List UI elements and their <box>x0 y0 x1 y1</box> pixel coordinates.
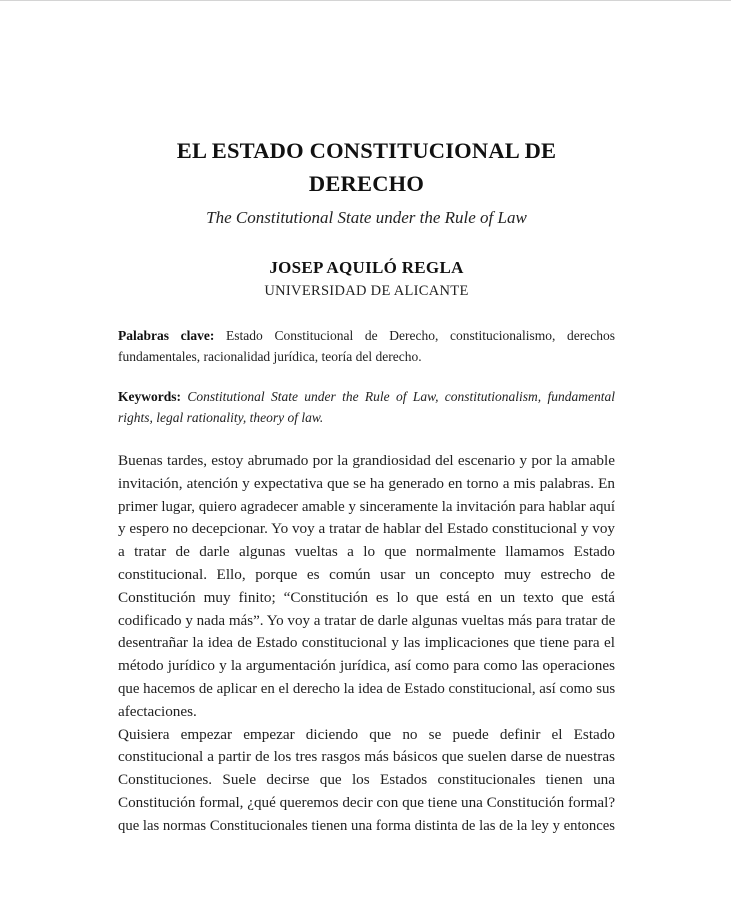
keywords-label: Keywords: <box>118 389 181 404</box>
body-line: a tratar de darle algunas vueltas a lo que normalmente llamamos Estado <box>118 543 615 561</box>
body-line: Buenas tardes, estoy abrumado por la grandiosidad del escenario y por la amable <box>118 452 615 469</box>
body-line: Constituciones. Suele decirse que los Estados constitucionales tienen una <box>118 771 615 789</box>
keywords-value: Constitutional State under the Rule of Law, constitutionalism, fundamental rights, legal rationality, theory of law. <box>118 389 616 425</box>
body-line: desentrañar la idea de Estado constitucional y las implicaciones que tiene para el <box>118 634 615 652</box>
body-line: y espero no decepcionar. Yo voy a tratar de hablar del Estado constitucional y voy <box>118 520 615 538</box>
body-line: que hacemos de aplicar en el derecho la idea de Estado constitucional, así como sus <box>118 680 616 697</box>
body-line: primer lugar, quiero agradecer amable y sinceramente la invitación para hablar aquí <box>118 498 615 515</box>
body-line: constitucional. Ello, porque es común usar un concepto muy estrecho de <box>118 565 615 583</box>
body-line: afectaciones. <box>118 702 197 720</box>
body-line: Constitución muy finito; “Constitución es lo que está en un texto que está <box>118 588 615 606</box>
palabras-clave <box>118 325 615 367</box>
palabras-clave-value: Estado Constitucional de Derecho, constitucionalismo, derechos fundamentales, racionalidad jurídica, teoría del derecho. <box>118 328 615 364</box>
author: JOSEP AQUILÓ REGLA <box>269 258 464 277</box>
keywords <box>118 386 615 428</box>
palabras-clave-label: Palabras clave: <box>118 328 215 343</box>
title-line-1: EL ESTADO CONSTITUCIONAL DE <box>176 138 557 163</box>
title-line-2: DERECHO <box>308 171 425 196</box>
body-line: que las normas Constitucionales tienen una forma distinta de las de la ley y entonces <box>118 817 615 834</box>
page-top-border <box>0 0 731 1</box>
body-line: constitucional a partir de los tres rasgos más básicos que suelen darse de nuestras <box>118 748 615 766</box>
subtitle: The Constitutional State under the Rule of Law <box>206 208 527 227</box>
body-line: Constitución formal, ¿qué queremos decir con que tiene una Constitución formal? <box>118 793 616 811</box>
body-line: codificado y nada más”. Yo voy a tratar de darle algunas vueltas más para tratar de <box>118 612 616 629</box>
body-text <box>118 450 615 838</box>
body-line: Quisiera empezar empezar diciendo que no se puede definir el Estado <box>118 725 615 743</box>
affiliation: UNIVERSIDAD DE ALICANTE <box>264 283 469 299</box>
body-line: método jurídico y la argumentación jurídica, así como para como las operaciones <box>118 657 615 675</box>
body-line: invitación, atención y expectativa que se ha generado en torno a mis palabras. En <box>118 474 615 492</box>
